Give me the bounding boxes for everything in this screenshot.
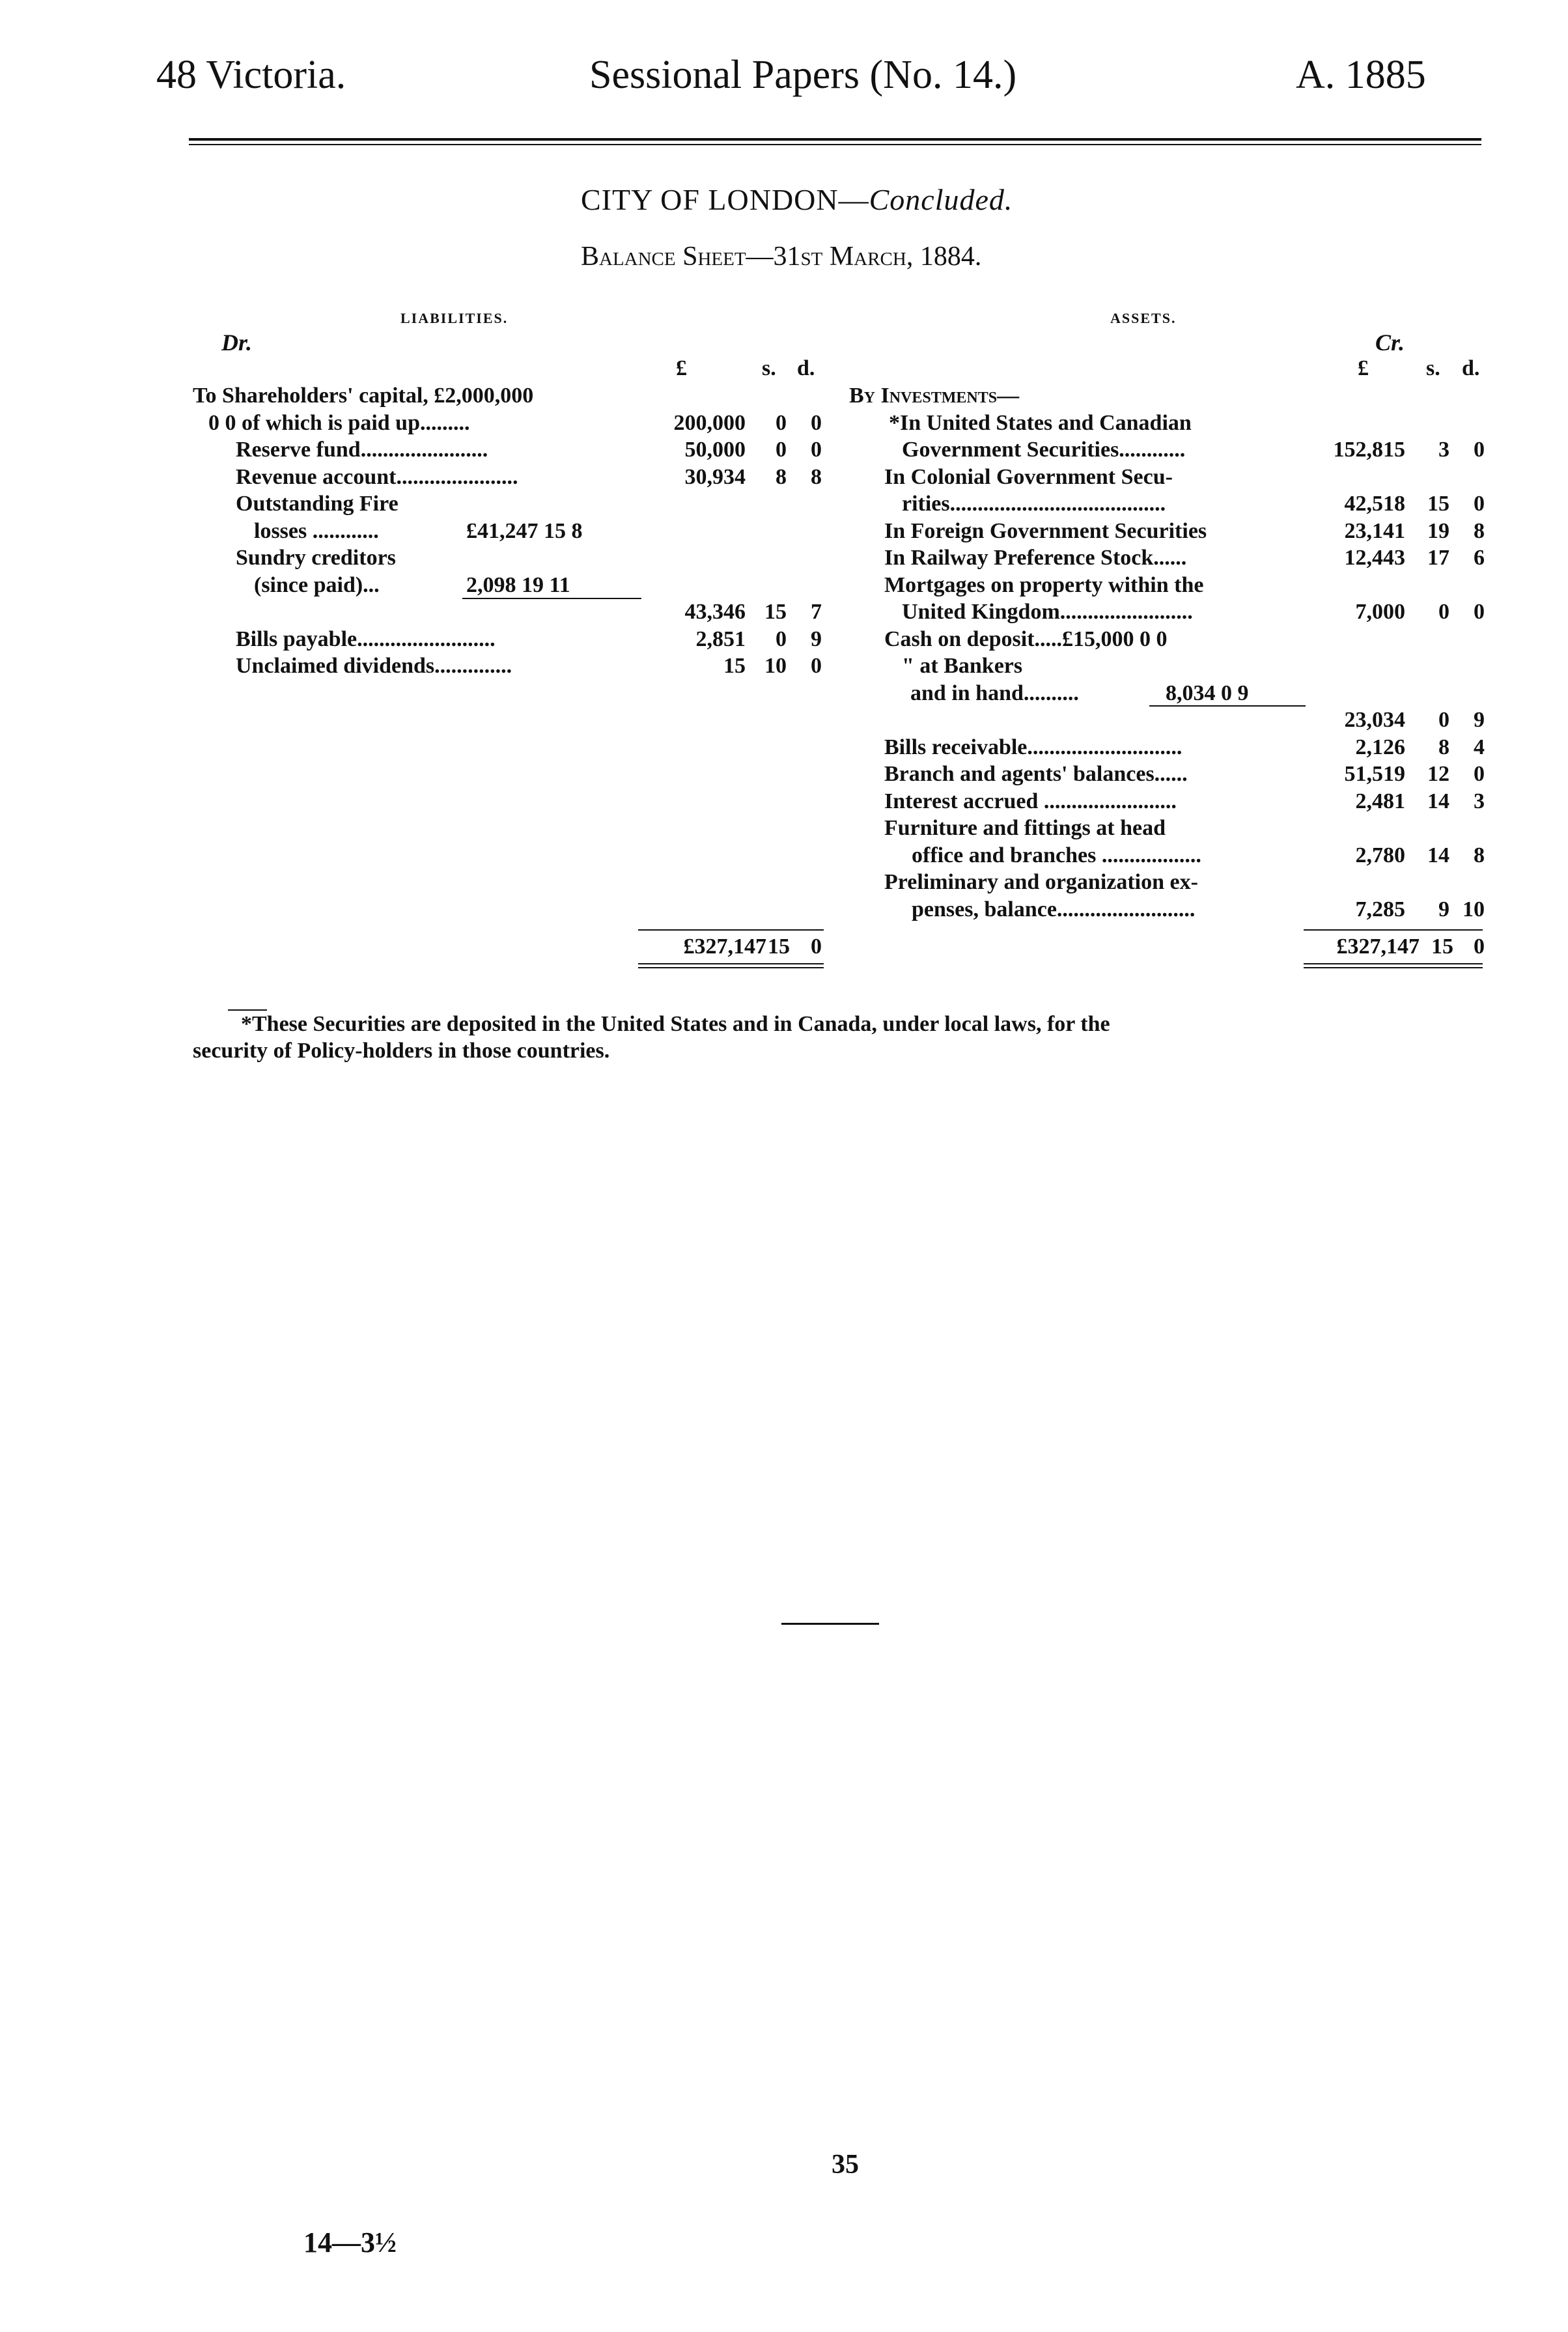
liability-label: Unclaimed dividends..............	[236, 654, 512, 678]
liability-label: Reserve fund.......................	[236, 438, 488, 462]
liability-label: 0 0 of which is paid up.........	[208, 411, 470, 435]
asset-amount: 23,034	[1344, 708, 1405, 732]
liability-label: Revenue account......................	[236, 465, 518, 489]
asset-pence: 9	[1474, 708, 1485, 732]
header-left: 48 Victoria.	[156, 53, 346, 97]
asset-shillings: 0	[1438, 600, 1449, 624]
dr-label: Dr.	[221, 330, 253, 356]
asset-shillings: 0	[1438, 708, 1449, 732]
liability-shillings: 10	[764, 654, 787, 678]
asset-amount: 23,141	[1344, 519, 1405, 543]
liability-pence: 0	[811, 654, 822, 678]
signature-mark: 14—3½	[303, 2227, 397, 2258]
asset-label: Government Securities............	[902, 438, 1186, 462]
asset-label: Preliminary and organization ex-	[884, 870, 1198, 894]
liab-total-rule-mid	[638, 963, 824, 964]
asset-shillings: 15	[1427, 492, 1449, 516]
asset-pence: 8	[1474, 843, 1485, 867]
asset-shillings: 19	[1427, 519, 1449, 543]
asset-label: penses, balance.........................	[912, 897, 1196, 921]
asset-shillings: 3	[1438, 438, 1449, 462]
asset-label: office and branches ..................	[912, 843, 1201, 867]
header-center: Sessional Papers (No. 14.)	[589, 53, 1017, 97]
liab-col-s: s.	[762, 356, 776, 380]
asset-pence: 0	[1474, 438, 1485, 462]
asset-label: Mortgages on property within the	[884, 573, 1204, 597]
asset-pence: 10	[1463, 897, 1485, 921]
asset-pence: 3	[1474, 789, 1485, 813]
asset-pence: 0	[1474, 762, 1485, 786]
asset-total-rule-bottom	[1304, 967, 1483, 968]
liability-shillings: 0	[776, 438, 787, 462]
asset-label: In Colonial Government Secu-	[884, 465, 1173, 489]
page-title	[581, 182, 1013, 217]
liab-total-rule-bottom	[638, 967, 824, 968]
asset-col-s: s.	[1426, 356, 1440, 380]
liab-total-amt: £327,147	[683, 934, 766, 959]
liab-col-pounds: £	[676, 356, 687, 380]
page-number: 35	[832, 2150, 859, 2180]
asset-label: United Kingdom........................	[902, 600, 1193, 624]
liability-pence: 0	[811, 438, 822, 462]
asset-shillings: 14	[1427, 789, 1449, 813]
asset-pence: 4	[1474, 735, 1485, 759]
liability-amount: 15	[723, 654, 746, 678]
asset-total-s: 15	[1431, 934, 1453, 959]
liability-shillings: 15	[764, 600, 787, 624]
liability-amount: 50,000	[684, 438, 746, 462]
asset-pence: 0	[1474, 600, 1485, 624]
liab-total-rule-top	[638, 929, 824, 931]
asset-col-d: d.	[1462, 356, 1480, 380]
asset-shillings: 17	[1427, 546, 1449, 570]
footnote-line1: *These Securities are deposited in the United States and in Canada, under local laws, for the	[241, 1012, 1110, 1036]
asset-label: Branch and agents' balances......	[884, 762, 1188, 786]
asset-shillings: 14	[1427, 843, 1449, 867]
asset-label: Cash on deposit.....£15,000 0 0	[884, 627, 1168, 651]
assets-label: ASSETS.	[1110, 310, 1177, 326]
asset-amount: 7,000	[1355, 600, 1405, 624]
page-subtitle: Balance Sheet—31st March, 1884.	[581, 242, 982, 272]
asset-amount: 2,126	[1355, 735, 1405, 759]
liability-shillings: 0	[776, 627, 787, 651]
section-divider	[781, 1623, 879, 1625]
liability-label: To Shareholders' capital, £2,000,000	[193, 384, 534, 408]
asset-label: *In United States and Canadian	[889, 411, 1192, 435]
asset-label: rities.......................................	[902, 492, 1166, 516]
asset-subtotal-rule	[1149, 705, 1306, 707]
page-title-main: CITY OF LONDON—	[581, 183, 869, 216]
header-rule-top	[189, 138, 1481, 141]
asset-label: Interest accrued ........................	[884, 789, 1177, 813]
asset-col-pounds: £	[1358, 356, 1369, 380]
liability-amount: 43,346	[684, 600, 746, 624]
asset-label: Bills receivable............................	[884, 735, 1183, 759]
asset-shillings: 8	[1438, 735, 1449, 759]
liability-inner-amount: 2,098 19 11	[466, 573, 570, 597]
liability-pence: 9	[811, 627, 822, 651]
liability-shillings: 0	[776, 411, 787, 435]
asset-amount: 2,481	[1355, 789, 1405, 813]
liab-total-d: 0	[811, 934, 822, 959]
header-rule-bottom	[189, 144, 1481, 145]
asset-total-rule-top	[1304, 929, 1483, 931]
asset-pence: 0	[1474, 492, 1485, 516]
asset-amount: 2,780	[1355, 843, 1405, 867]
liability-amount: 2,851	[695, 627, 746, 651]
asset-label: In Foreign Government Securities	[884, 519, 1207, 543]
asset-inner-amount: 8,034 0 9	[1166, 681, 1249, 705]
liability-label: (since paid)...	[254, 573, 380, 597]
asset-pence: 8	[1474, 519, 1485, 543]
liability-amount: 30,934	[684, 465, 746, 489]
asset-total-rule-mid	[1304, 963, 1483, 964]
liability-subtotal-rule	[462, 598, 641, 599]
footnote-line2: security of Policy-holders in those countries.	[193, 1039, 610, 1063]
liabilities-label: LIABILITIES.	[400, 310, 509, 326]
asset-amount: 42,518	[1344, 492, 1405, 516]
liability-pence: 8	[811, 465, 822, 489]
liability-inner-amount: £41,247 15 8	[466, 519, 583, 543]
liab-total-s: 15	[768, 934, 790, 959]
asset-total-amt: £327,147	[1336, 934, 1420, 959]
page-title-italic: Concluded.	[869, 183, 1013, 216]
asset-label: Furniture and fittings at head	[884, 816, 1166, 840]
asset-label: " at Bankers	[902, 654, 1023, 678]
asset-amount: 12,443	[1344, 546, 1405, 570]
asset-amount: 51,519	[1344, 762, 1405, 786]
liability-pence: 7	[811, 600, 822, 624]
liability-label: losses ............	[254, 519, 379, 543]
asset-total-d: 0	[1474, 934, 1485, 959]
liab-col-d: d.	[797, 356, 815, 380]
asset-amount: 152,815	[1333, 438, 1405, 462]
asset-label: In Railway Preference Stock......	[884, 546, 1187, 570]
asset-pence: 6	[1474, 546, 1485, 570]
liability-amount: 200,000	[673, 411, 746, 435]
liability-pence: 0	[811, 411, 822, 435]
liability-label: Bills payable.........................	[236, 627, 496, 651]
asset-shillings: 9	[1438, 897, 1449, 921]
cr-label: Cr.	[1375, 330, 1405, 356]
header-right: A. 1885	[1296, 53, 1426, 97]
liability-label: Sundry creditors	[236, 546, 396, 570]
asset-amount: 7,285	[1355, 897, 1405, 921]
asset-shillings: 12	[1427, 762, 1449, 786]
asset-label: By Investments—	[849, 384, 1020, 408]
liability-label: Outstanding Fire	[236, 492, 399, 516]
asset-label: and in hand..........	[910, 681, 1079, 705]
liability-shillings: 8	[776, 465, 787, 489]
